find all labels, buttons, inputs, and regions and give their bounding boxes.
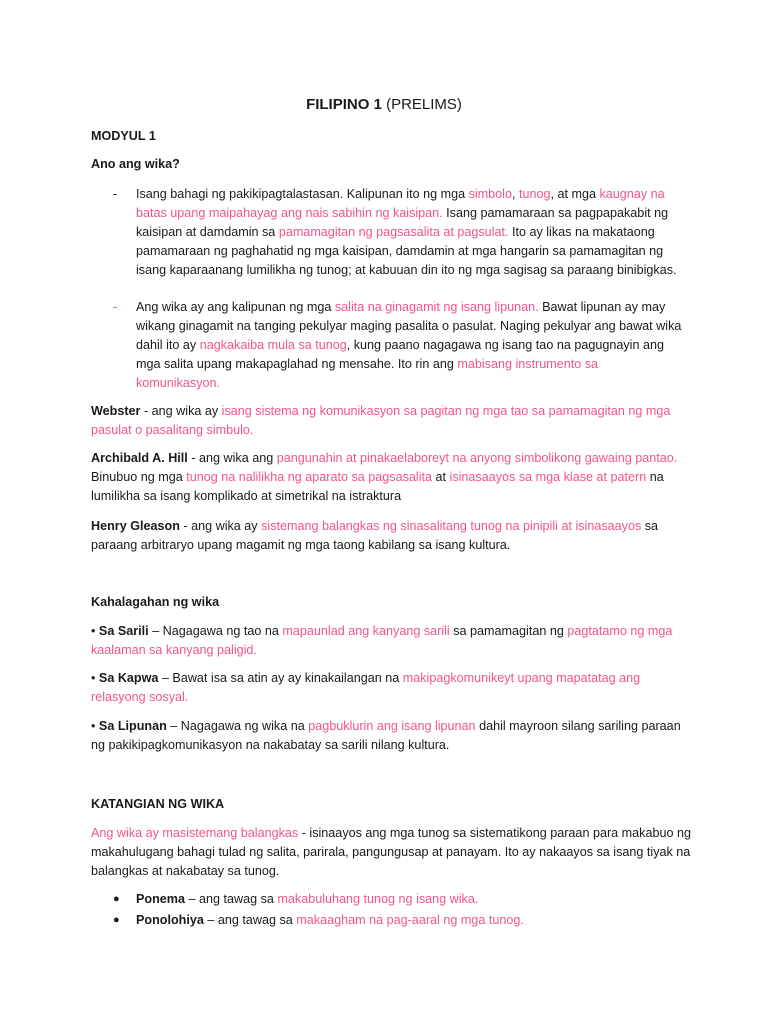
katangian-heading: KATANGIAN NG WIKA [91, 797, 225, 811]
webster-definition: Webster - ang wika ay isang sistema ng komunikasyon sa pagitan ng mga tao sa pamamagitan ng mga pasulat o pasalitang simbulo. [91, 404, 671, 437]
module-heading: MODYUL 1 [91, 129, 156, 143]
page-title: FILIPINO 1 (PRELIMS) [306, 96, 462, 113]
hill-definition: Archibald A. Hill - ang wika ang pangunahin at pinakaelaboreyt na anyong simbolikong gawaing pantao. Binubuo ng mga tunog na nalilikha ng aparato sa pagsasalita at isinasaayos sa mga klase at patern na lumilikha sa isang komplikado at simetrikal na istraktura [91, 451, 678, 503]
definition-item-2: - Ang wika ay ang kalipunan ng mga salita na ginagamit ng isang lipunan. Bawat lipunan ay may wikang ginagamit na tanging pekulyar maging pasalita o pasulat. Naging pekulyar ang bawat wika dahil ito ay nagkakaiba mula sa tunog, kung paano nagagawa ng isang tao na pagugnayin ang mga salita upang makapaglahad ng mensahe. Ito rin ang mabisang instrumento sa komunikasyon. [113, 300, 682, 390]
ponema-item: ● Ponema – ang tawag sa makabuluhang tunog ng isang wika. [113, 890, 673, 909]
importance-others: • Sa Kapwa – Bawat isa sa atin ay ay kinakailangan na makipagkomunikeyt upang mapatatag ang relasyong sosyal. [91, 671, 641, 704]
kahalagahan-heading: Kahalagahan ng wika [91, 595, 220, 609]
gleason-definition: Henry Gleason - ang wika ay sistemang balangkas ng sinasalitang tunog na pinipili at isinasaayos sa paraang arbitraryo upang magamit ng mga taong kabilang sa isang kultura. [91, 519, 659, 552]
ponolohiya-item: ● Ponolohiya – ang tawag sa makaagham na pag-aaral ng mga tunog. [113, 911, 673, 930]
definition-item-1: - Isang bahagi ng pakikipagtalastasan. Kalipunan ito ng mga simbolo, tunog, at mga kaugnay na batas upang maipahayag ang nais sabihin ng kaisipan. Isang pamamaraan sa pagpapakabit ng kaisipan at damdamin sa pamamagitan ng pagsasalita at pagsulat. Ito ay likas na makataong pamamaraan ng paghahatid ng mga kaisipan, damdamin at mga hangarin sa pamamagitan ng isang kaparaanang lumilikha ng tunog; at kabuuan din ito ng mga sagisag sa paraang binibigkas. [113, 187, 677, 277]
dash-marker: - [113, 187, 118, 201]
importance-self: • Sa Sarili – Nagagawa ng tao na mapaunlad ang kanyang sarili sa pamamagitan ng pagtatamo ng mga kaalaman sa kanyang paligid. [91, 624, 673, 657]
katangian-definition: Ang wika ay masistemang balangkas - isinaayos ang mga tunog sa sistematikong paraan para makabuo ng makahulugang bahagi tulad ng salita, parirala, pangungusap at panayam. Ito ay nakaayos sa isang tiyak na balangkas at nakabatay sa tunog. [91, 826, 691, 878]
importance-society: • Sa Lipunan – Nagagawa ng wika na pagbuklurin ang isang lipunan dahil mayroon silang sariling paraan ng pakikipagkomunikasyon na nakabatay sa sarili nilang kultura. [91, 719, 681, 752]
bullet-marker: ● [113, 893, 120, 905]
question-heading: Ano ang wika? [91, 157, 180, 171]
dash-marker: - [113, 300, 118, 314]
bullet-marker: ● [113, 914, 120, 926]
